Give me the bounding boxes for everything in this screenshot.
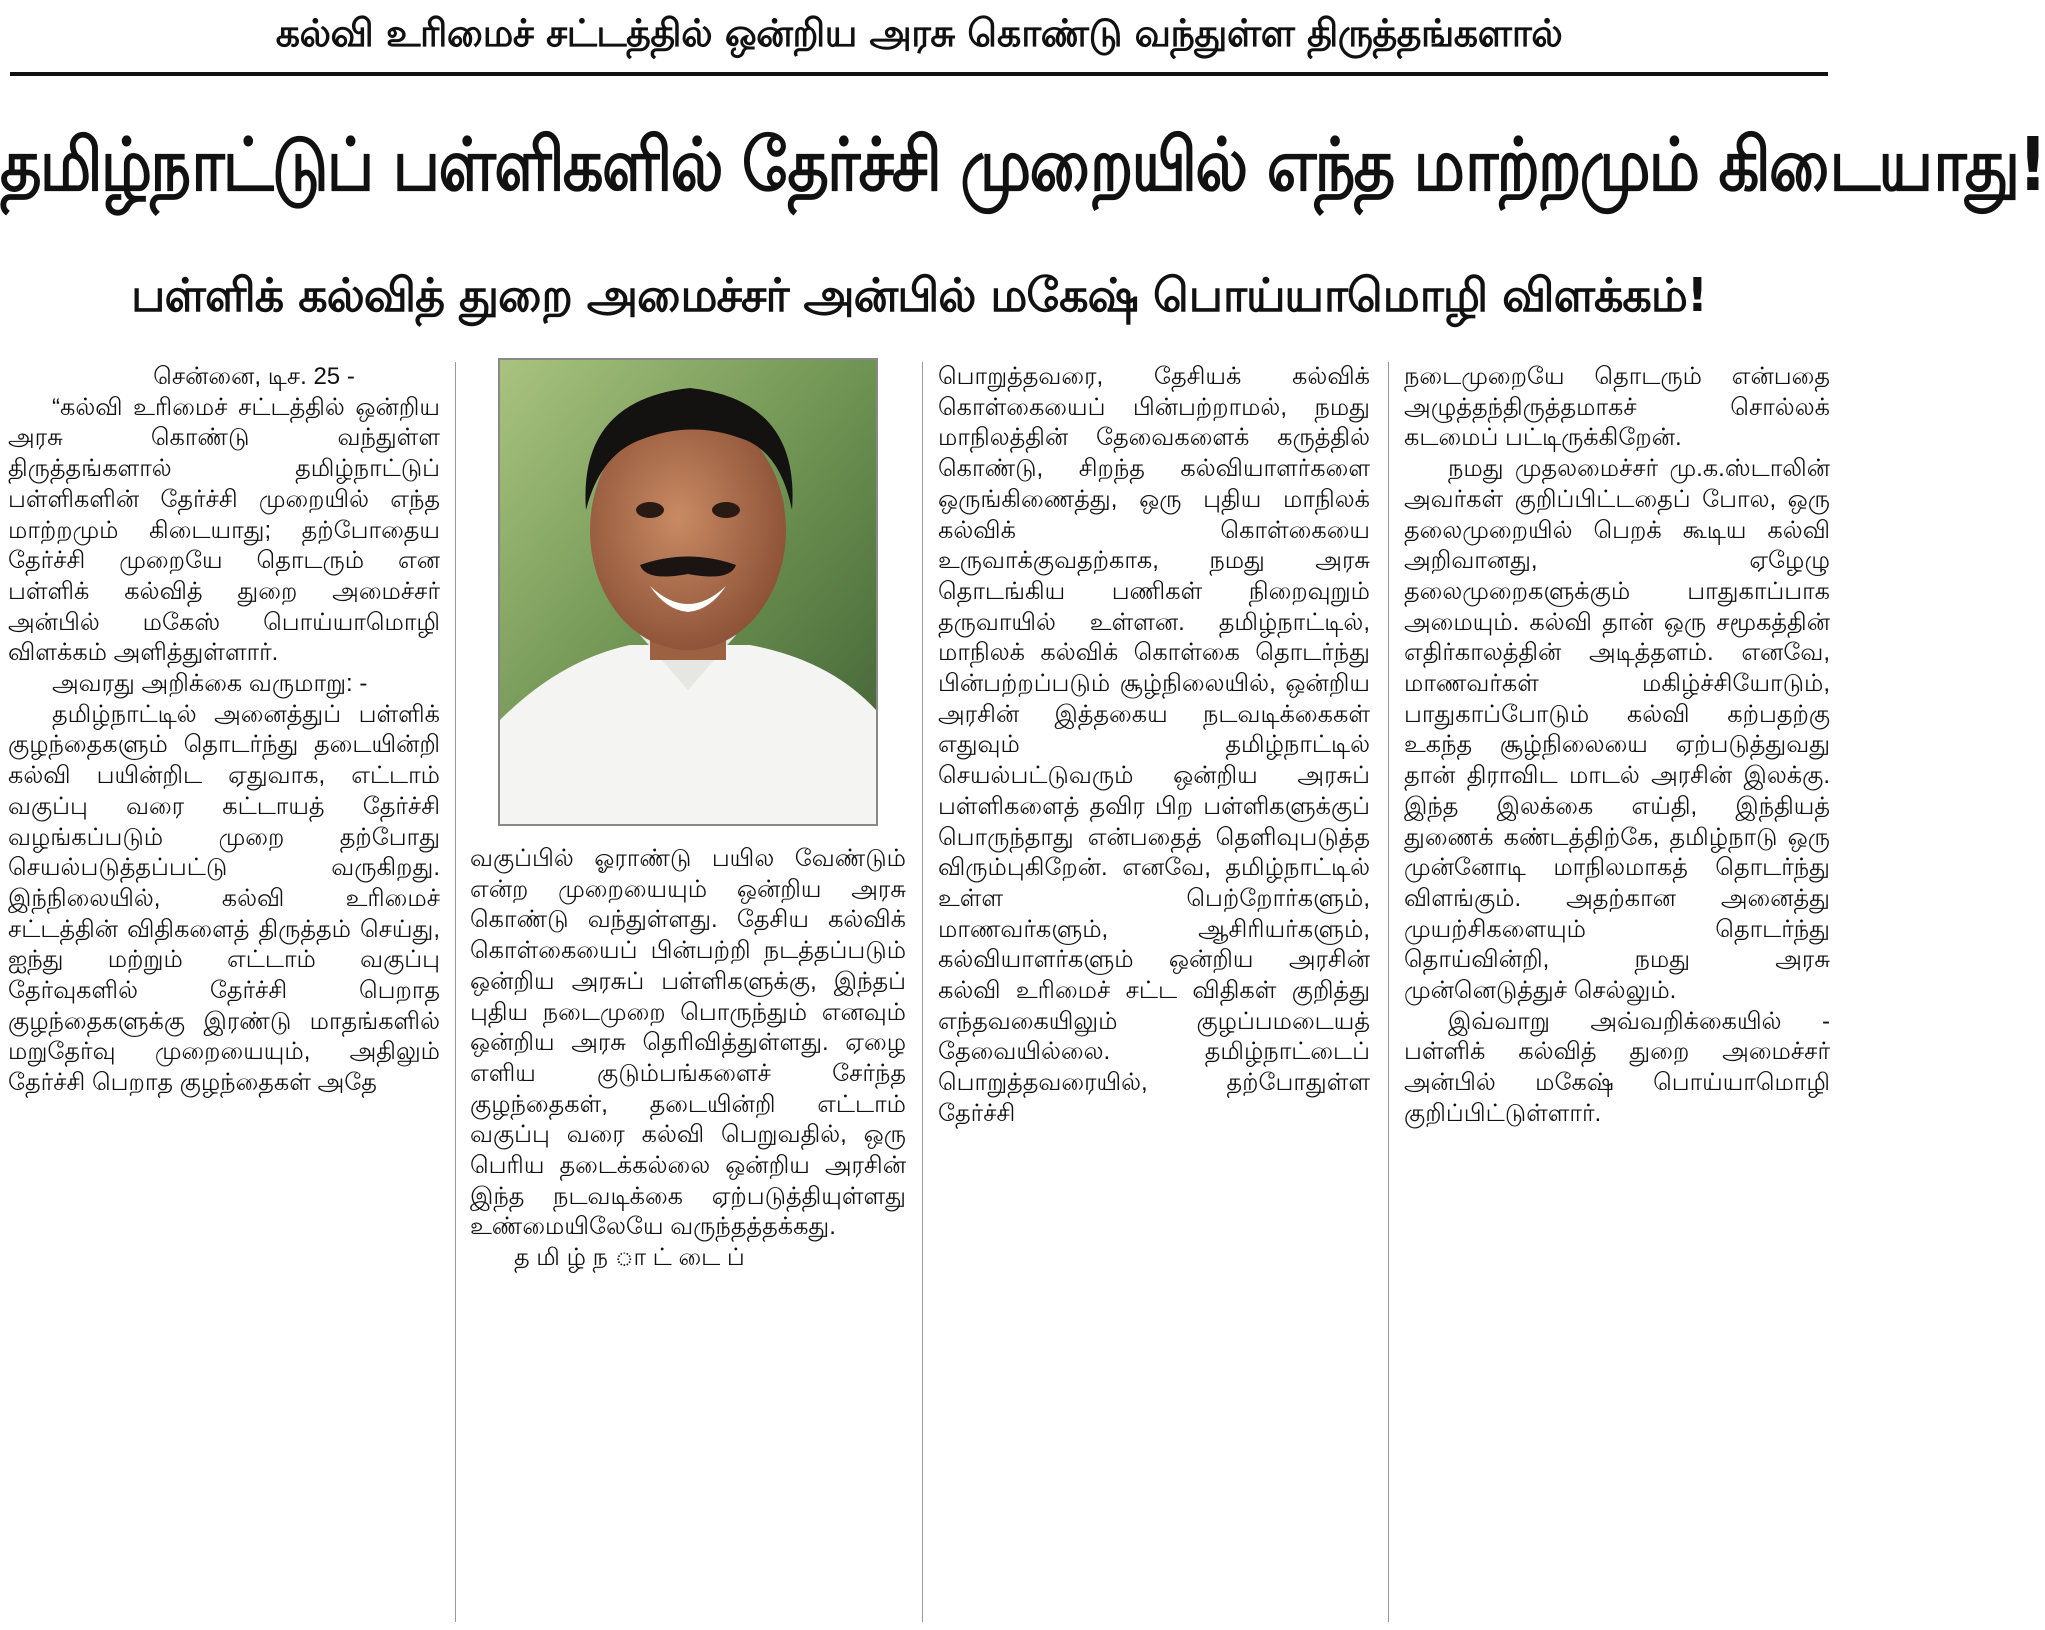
article-paragraph: “கல்வி உரிமைச் சட்டத்தில் ஒன்றிய அரசு கொண்டு வந்துள்ள திருத்தங்களால் தமிழ்நாட்டுப் பள்ளிகளின் தேர்ச்சி முறையில் எந்த மாற்றமும் கிடையாது; தற்போதைய தேர்ச்சி முறையே தொடரும் என பள்ளிக் கல்வித் துறை அமைச்சர் அன்பில் மகேஸ் பொய்யாமொழி விளக்கம் அளித்துள்ளார். <box>8 393 440 667</box>
article-paragraph: நடைமுறையே தொடரும் என்பதை அழுத்தந்திருத்தமாகச் சொல்லக் கடமைப் பட்டிருக்கிறேன். <box>1404 363 1830 452</box>
minister-photo <box>498 358 878 826</box>
column-divider <box>1388 362 1389 1622</box>
article-paragraph: இவ்வாறு அவ்வறிக்கையில் - பள்ளிக் கல்வித் துறை அமைச்சர் அன்பில் மகேஷ் பொய்யாமொழி குறிப்பிட்டுள்ளார். <box>1404 1007 1830 1127</box>
article-column-1 <box>8 362 440 1622</box>
subheadline: பள்ளிக் கல்வித் துறை அமைச்சர் அன்பில் மகேஷ் பொய்யாமொழி விளக்கம்! <box>131 268 1707 322</box>
article-paragraph: அவரது அறிக்கை வருமாறு: - <box>52 670 368 698</box>
article-paragraph: தமிழ்நாட்டில் அனைத்துப் பள்ளிக் குழந்தைகளும் தொடர்ந்து தடையின்றி கல்வி பயின்றிட ஏதுவாக, எட்டாம் வகுப்பு வரை கட்டாயத் தேர்ச்சி வழங்கப்படும் முறை தற்போது செயல்படுத்தப்பட்டு வருகிறது. இந்நிலையில், கல்வி உரிமைச் சட்டத்தின் விதிகளைத் திருத்தம் செய்து, ஐந்து மற்றும் எட்டாம் வகுப்பு தேர்வுகளில் தேர்ச்சி பெறாத குழந்தைகளுக்கு இரண்டு மாதங்களில் மறுதேர்வு முறையையும், அதிலும் தேர்ச்சி பெறாத குழந்தைகள் அதே <box>8 700 440 1097</box>
header-rule <box>10 72 1828 76</box>
dateline: சென்னை, டிச. 25 - <box>153 363 355 390</box>
article-paragraph: பொறுத்தவரை, தேசியக் கல்விக் கொள்கையைப் பின்பற்றாமல், நமது மாநிலத்தின் தேவைகளைக் கருத்தில் கொண்டு, சிறந்த கல்வியாளர்களை ஒருங்கிணைத்து, ஒரு புதிய மாநிலக் கல்விக் கொள்கையை உருவாக்குவதற்காக, நமது அரசு தொடங்கிய பணிகள் நிறைவுறும் தருவாயில் உள்ளன. தமிழ்நாட்டில், மாநிலக் கல்விக் கொள்கை தொடர்ந்து பின்பற்றப்படும் சூழ்நிலையில், ஒன்றிய அரசின் இத்தகைய நடவடிக்கைகள் எதுவும் தமிழ்நாட்டில் செயல்பட்டுவரும் ஒன்றிய அரசுப் பள்ளிகளைத் தவிர பிற பள்ளிகளுக்குப் பொருந்தாது என்பதைத் தெளிவுபடுத்த விரும்புகிறேன். எனவே, தமிழ்நாட்டில் உள்ள பெற்றோர்களும், மாணவர்களும், ஆசிரியர்களும், கல்வியாளர்களும் ஒன்றிய அரசின் கல்வி உரிமைச் சட்ட விதிகள் குறித்து எந்தவகையிலும் குழப்பமடையத் தேவையில்லை. தமிழ்நாட்டைப் பொறுத்தவரையில், தற்போதுள்ள தேர்ச்சி <box>938 363 1370 1127</box>
article-column-3 <box>938 362 1370 1622</box>
column-divider <box>922 362 923 1622</box>
article-paragraph: வகுப்பில் ஓராண்டு பயில வேண்டும் என்ற முறையையும் ஒன்றிய அரசு கொண்டு வந்துள்ளது. தேசிய கல்விக் கொள்கையைப் பின்பற்றி நடத்தப்படும் ஒன்றிய அரசுப் பள்ளிகளுக்கு, இந்தப் புதிய நடைமுறை பொருந்தும் எனவும் ஒன்றிய அரசு தெரிவித்துள்ளது. ஏழை எளிய குடும்பங்களைச் சேர்ந்த குழந்தைகள், தடையின்றி எட்டாம் வகுப்பு வரை கல்வி பெறுவதில், ஒரு பெரிய தடைக்கல்லை ஒன்றிய அரசின் இந்த நடவடிக்கை ஏற்படுத்தியுள்ளது உண்மையிலேயே வருந்தத்தக்கது. <box>470 845 906 1241</box>
column-divider <box>455 362 456 1622</box>
headline: தமிழ்நாட்டுப் பள்ளிகளில் தேர்ச்சி முறையில் எந்த மாற்றமும் கிடையாது! <box>0 123 2045 209</box>
article-paragraph: நமது முதலமைச்சர் மு.க.ஸ்டாலின் அவர்கள் குறிப்பிட்டதைப் போல, ஒரு தலைமுறையில் பெறக் கூடிய கல்வி அறிவானது, ஏழேழு தலைமுறைகளுக்கும் பாதுகாப்பாக அமையும். கல்வி தான் ஒரு சமூகத்தின் எதிர்காலத்தின் அடித்தளம். எனவே, மாணவர்கள் மகிழ்ச்சியோடும், பாதுகாப்போடும் கல்வி கற்பதற்கு உகந்த சூழ்நிலையை ஏற்படுத்துவது தான் திராவிட மாடல் அரசின் இலக்கு. இந்த இலக்கை எய்தி, இந்தியத் துணைக் கண்டத்திற்கே, தமிழ்நாடு ஒரு முன்னோடி மாநிலமாகத் தொடர்ந்து விளங்கும். அதற்கான அனைத்து முயற்சிகளையும் தொடர்ந்து தொய்வின்றி, நமது அரசு முன்னெடுத்துச் செல்லும். <box>1404 455 1830 1005</box>
article-paragraph: த மி ழ் ந ா ட் டை ப் <box>514 1244 745 1272</box>
article-column-2 <box>470 844 906 1622</box>
article-column-4 <box>1404 362 1830 1622</box>
kicker-line: கல்வி உரிமைச் சட்டத்தில் ஒன்றிய அரசு கொண்டு வந்துள்ள திருத்தங்களால் <box>275 11 1563 55</box>
